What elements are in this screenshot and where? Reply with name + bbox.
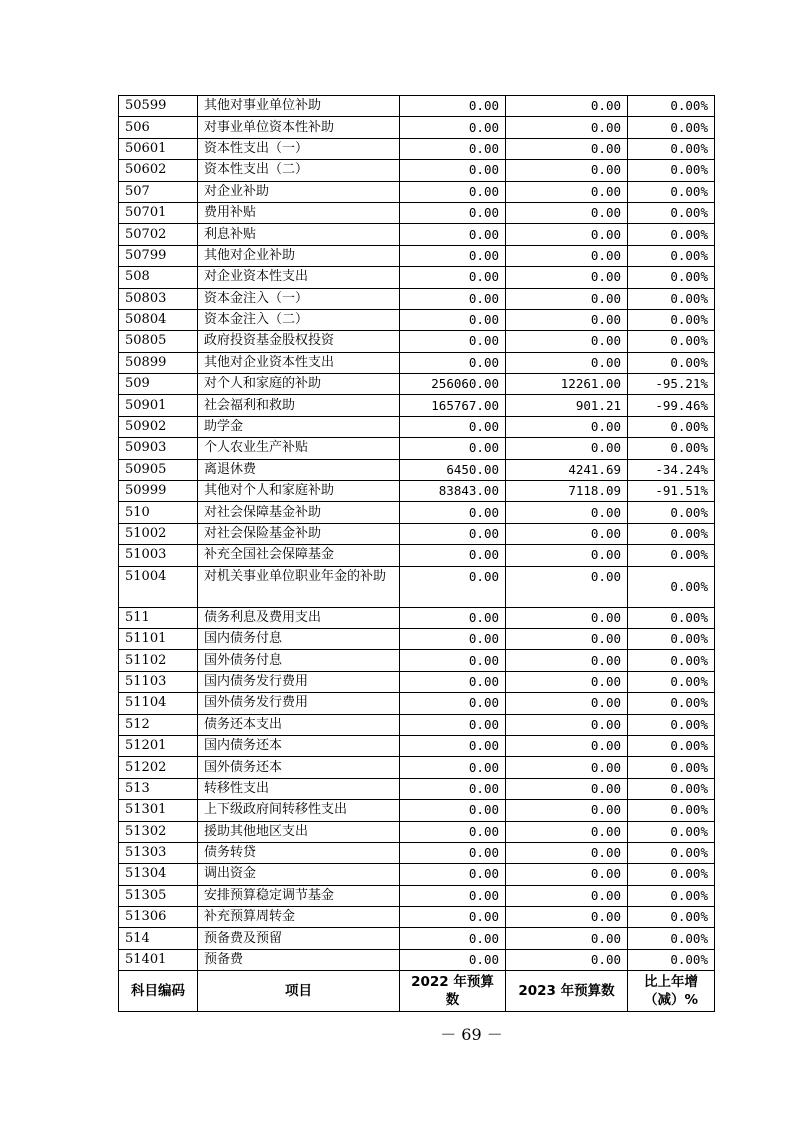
- cell-change: 0.00%: [628, 502, 715, 523]
- cell-2023: 0.00: [506, 928, 628, 949]
- cell-code: 50899: [119, 352, 198, 373]
- table-row: [119, 800, 715, 821]
- cell-2023: 0.00: [506, 714, 628, 735]
- cell-change: 0.00%: [628, 224, 715, 245]
- table-row: [119, 949, 715, 970]
- cell-code: 506: [119, 117, 198, 138]
- cell-name: 国内债务付息: [198, 628, 400, 649]
- cell-name: 费用补贴: [198, 202, 400, 223]
- cell-change: 0.00%: [628, 352, 715, 373]
- cell-name: 对企业资本性支出: [198, 267, 400, 288]
- cell-2022: 0.00: [400, 714, 506, 735]
- cell-2022: 0.00: [400, 628, 506, 649]
- cell-2023: 0.00: [506, 288, 628, 309]
- cell-2022: 0.00: [400, 438, 506, 459]
- cell-code: 51202: [119, 757, 198, 778]
- cell-name: 上下级政府间转移性支出: [198, 800, 400, 821]
- cell-2023: 901.21: [506, 395, 628, 416]
- cell-2022: 256060.00: [400, 374, 506, 395]
- cell-code: 50701: [119, 202, 198, 223]
- cell-name: 预备费: [198, 949, 400, 970]
- cell-code: 51306: [119, 907, 198, 928]
- cell-change: 0.00%: [628, 438, 715, 459]
- cell-change: 0.00%: [628, 288, 715, 309]
- cell-2022: 0.00: [400, 885, 506, 906]
- cell-change: 0.00%: [628, 885, 715, 906]
- cell-2023: 0.00: [506, 202, 628, 223]
- cell-2023: 0.00: [506, 96, 628, 117]
- table-row: [119, 331, 715, 352]
- cell-2023: 0.00: [506, 757, 628, 778]
- cell-change: 0.00%: [628, 842, 715, 863]
- table-row: [119, 628, 715, 649]
- cell-2023: 0.00: [506, 267, 628, 288]
- cell-2023: 0.00: [506, 416, 628, 437]
- cell-2022: 0.00: [400, 607, 506, 628]
- table-row: [119, 757, 715, 778]
- cell-name: 安排预算稳定调节基金: [198, 885, 400, 906]
- cell-change: 0.00%: [628, 202, 715, 223]
- cell-2022: 165767.00: [400, 395, 506, 416]
- cell-code: 50804: [119, 309, 198, 330]
- table-row: [119, 202, 715, 223]
- cell-name: 对事业单位资本性补助: [198, 117, 400, 138]
- cell-name: 转移性支出: [198, 778, 400, 799]
- table-row: [119, 650, 715, 671]
- cell-code: 50902: [119, 416, 198, 437]
- cell-name: 对机关事业单位职业年金的补助: [198, 566, 400, 607]
- cell-name: 补充全国社会保障基金: [198, 545, 400, 566]
- table-row: [119, 821, 715, 842]
- cell-2022: 0.00: [400, 245, 506, 266]
- cell-2022: 0.00: [400, 224, 506, 245]
- cell-2023: 12261.00: [506, 374, 628, 395]
- cell-name: 债务转贷: [198, 842, 400, 863]
- cell-2023: 0.00: [506, 842, 628, 863]
- cell-change: 0.00%: [628, 628, 715, 649]
- cell-name: 对企业补助: [198, 181, 400, 202]
- cell-2022: 0.00: [400, 949, 506, 970]
- cell-code: 50601: [119, 138, 198, 159]
- cell-2022: 0.00: [400, 416, 506, 437]
- cell-code: 51103: [119, 671, 198, 692]
- cell-2023: 0.00: [506, 331, 628, 352]
- cell-name: 补充预算周转金: [198, 907, 400, 928]
- table-row: [119, 481, 715, 502]
- table-row: [119, 566, 715, 607]
- cell-2023: 0.00: [506, 523, 628, 544]
- cell-change: 0.00%: [628, 138, 715, 159]
- table-row: [119, 96, 715, 117]
- cell-2022: 0.00: [400, 138, 506, 159]
- cell-code: 513: [119, 778, 198, 799]
- cell-name: 社会福利和救助: [198, 395, 400, 416]
- cell-code: 51201: [119, 735, 198, 756]
- header-name: 项目: [198, 971, 400, 1012]
- cell-2023: 0.00: [506, 671, 628, 692]
- cell-code: 51302: [119, 821, 198, 842]
- cell-code: 514: [119, 928, 198, 949]
- cell-name: 其他对个人和家庭补助: [198, 481, 400, 502]
- header-2022: 2022 年预算数: [400, 971, 506, 1012]
- cell-change: 0.00%: [628, 949, 715, 970]
- cell-2023: 0.00: [506, 438, 628, 459]
- cell-code: 51104: [119, 693, 198, 714]
- cell-code: 51305: [119, 885, 198, 906]
- cell-2022: 0.00: [400, 650, 506, 671]
- cell-code: 509: [119, 374, 198, 395]
- cell-change: 0.00%: [628, 693, 715, 714]
- cell-2022: 0.00: [400, 907, 506, 928]
- table-header-row: [119, 971, 715, 1012]
- cell-2022: 83843.00: [400, 481, 506, 502]
- table-row: [119, 416, 715, 437]
- page-number: － 69 －: [440, 1025, 503, 1044]
- cell-2022: 0.00: [400, 160, 506, 181]
- cell-code: 51002: [119, 523, 198, 544]
- cell-2023: 0.00: [506, 800, 628, 821]
- table-row: [119, 438, 715, 459]
- cell-2022: 0.00: [400, 735, 506, 756]
- cell-2022: 0.00: [400, 267, 506, 288]
- table-row: [119, 502, 715, 523]
- cell-2023: 7118.09: [506, 481, 628, 502]
- cell-code: 51401: [119, 949, 198, 970]
- cell-2023: 0.00: [506, 628, 628, 649]
- cell-change: 0.00%: [628, 416, 715, 437]
- table-row: [119, 395, 715, 416]
- table-row: [119, 545, 715, 566]
- budget-table: [118, 95, 715, 1012]
- table-row: [119, 138, 715, 159]
- cell-2023: 0.00: [506, 693, 628, 714]
- cell-change: 0.00%: [628, 671, 715, 692]
- cell-name: 其他对企业资本性支出: [198, 352, 400, 373]
- table-row: [119, 459, 715, 480]
- cell-name: 对个人和家庭的补助: [198, 374, 400, 395]
- cell-2022: 0.00: [400, 523, 506, 544]
- table-row: [119, 885, 715, 906]
- table-row: [119, 714, 715, 735]
- cell-name: 政府投资基金股权投资: [198, 331, 400, 352]
- cell-change: 0.00%: [628, 267, 715, 288]
- cell-2023: 0.00: [506, 224, 628, 245]
- cell-2022: 0.00: [400, 928, 506, 949]
- cell-code: 507: [119, 181, 198, 202]
- cell-code: 51003: [119, 545, 198, 566]
- cell-change: 0.00%: [628, 778, 715, 799]
- cell-code: 50799: [119, 245, 198, 266]
- cell-2023: 0.00: [506, 907, 628, 928]
- cell-change: 0.00%: [628, 117, 715, 138]
- cell-2023: 0.00: [506, 138, 628, 159]
- cell-name: 援助其他地区支出: [198, 821, 400, 842]
- cell-code: 50803: [119, 288, 198, 309]
- cell-name: 对社会保险基金补助: [198, 523, 400, 544]
- cell-2023: 0.00: [506, 117, 628, 138]
- table-row: [119, 117, 715, 138]
- cell-name: 其他对事业单位补助: [198, 96, 400, 117]
- cell-name: 资本性支出（二）: [198, 160, 400, 181]
- cell-change: -95.21%: [628, 374, 715, 395]
- cell-change: -99.46%: [628, 395, 715, 416]
- cell-2023: 0.00: [506, 778, 628, 799]
- cell-2022: 0.00: [400, 671, 506, 692]
- table-row: [119, 864, 715, 885]
- cell-2022: 0.00: [400, 331, 506, 352]
- cell-2022: 0.00: [400, 96, 506, 117]
- cell-code: 510: [119, 502, 198, 523]
- cell-2023: 0.00: [506, 502, 628, 523]
- cell-change: -91.51%: [628, 481, 715, 502]
- cell-2023: 4241.69: [506, 459, 628, 480]
- cell-code: 51303: [119, 842, 198, 863]
- table-row: [119, 160, 715, 181]
- cell-2023: 0.00: [506, 566, 628, 607]
- cell-name: 其他对企业补助: [198, 245, 400, 266]
- cell-2023: 0.00: [506, 864, 628, 885]
- header-2023: 2023 年预算数: [506, 971, 628, 1012]
- table-row: [119, 735, 715, 756]
- cell-name: 离退休费: [198, 459, 400, 480]
- table-row: [119, 693, 715, 714]
- cell-2023: 0.00: [506, 309, 628, 330]
- cell-name: 资本金注入（二）: [198, 309, 400, 330]
- cell-code: 50905: [119, 459, 198, 480]
- cell-2022: 0.00: [400, 800, 506, 821]
- header-code: 科目编码: [119, 971, 198, 1012]
- cell-code: 50903: [119, 438, 198, 459]
- table-row: [119, 778, 715, 799]
- cell-2022: 0.00: [400, 181, 506, 202]
- cell-2022: 0.00: [400, 309, 506, 330]
- cell-2022: 0.00: [400, 693, 506, 714]
- cell-change: 0.00%: [628, 523, 715, 544]
- table-body: [119, 96, 715, 971]
- cell-change: 0.00%: [628, 714, 715, 735]
- cell-code: 51101: [119, 628, 198, 649]
- cell-2023: 0.00: [506, 949, 628, 970]
- cell-change: 0.00%: [628, 309, 715, 330]
- cell-code: 50702: [119, 224, 198, 245]
- table-row: [119, 523, 715, 544]
- cell-code: 50901: [119, 395, 198, 416]
- cell-2022: 0.00: [400, 288, 506, 309]
- cell-change: 0.00%: [628, 864, 715, 885]
- cell-2022: 0.00: [400, 202, 506, 223]
- cell-2022: 0.00: [400, 117, 506, 138]
- cell-2023: 0.00: [506, 160, 628, 181]
- cell-2023: 0.00: [506, 885, 628, 906]
- cell-change: 0.00%: [628, 607, 715, 628]
- cell-name: 国外债务还本: [198, 757, 400, 778]
- cell-2023: 0.00: [506, 607, 628, 628]
- cell-change: 0.00%: [628, 566, 715, 607]
- table-row: [119, 309, 715, 330]
- cell-name: 个人农业生产补贴: [198, 438, 400, 459]
- table-row: [119, 352, 715, 373]
- table-row: [119, 181, 715, 202]
- cell-code: 50599: [119, 96, 198, 117]
- cell-change: -34.24%: [628, 459, 715, 480]
- cell-change: 0.00%: [628, 245, 715, 266]
- cell-change: 0.00%: [628, 757, 715, 778]
- cell-code: 508: [119, 267, 198, 288]
- cell-code: 50602: [119, 160, 198, 181]
- cell-name: 债务利息及费用支出: [198, 607, 400, 628]
- cell-change: 0.00%: [628, 181, 715, 202]
- table-row: [119, 374, 715, 395]
- cell-code: 512: [119, 714, 198, 735]
- cell-2022: 0.00: [400, 864, 506, 885]
- table-row: [119, 907, 715, 928]
- cell-2023: 0.00: [506, 545, 628, 566]
- cell-code: 51301: [119, 800, 198, 821]
- cell-name: 资本性支出（一）: [198, 138, 400, 159]
- cell-2022: 0.00: [400, 352, 506, 373]
- cell-change: 0.00%: [628, 545, 715, 566]
- cell-2022: 0.00: [400, 821, 506, 842]
- cell-2023: 0.00: [506, 245, 628, 266]
- table-row: [119, 671, 715, 692]
- cell-code: 51102: [119, 650, 198, 671]
- cell-change: 0.00%: [628, 821, 715, 842]
- cell-code: 51304: [119, 864, 198, 885]
- cell-name: 资本金注入（一）: [198, 288, 400, 309]
- cell-change: 0.00%: [628, 907, 715, 928]
- cell-2022: 0.00: [400, 757, 506, 778]
- table-row: [119, 842, 715, 863]
- table-row: [119, 267, 715, 288]
- cell-2022: 0.00: [400, 842, 506, 863]
- header-change: 比上年增（减）%: [628, 971, 715, 1012]
- cell-change: 0.00%: [628, 96, 715, 117]
- cell-change: 0.00%: [628, 160, 715, 181]
- cell-name: 利息补贴: [198, 224, 400, 245]
- cell-2022: 6450.00: [400, 459, 506, 480]
- cell-code: 511: [119, 607, 198, 628]
- cell-code: 51004: [119, 566, 198, 607]
- cell-name: 预备费及预留: [198, 928, 400, 949]
- cell-name: 国外债务发行费用: [198, 693, 400, 714]
- cell-name: 对社会保障基金补助: [198, 502, 400, 523]
- cell-2022: 0.00: [400, 545, 506, 566]
- cell-name: 调出资金: [198, 864, 400, 885]
- cell-change: 0.00%: [628, 800, 715, 821]
- cell-2022: 0.00: [400, 566, 506, 607]
- cell-change: 0.00%: [628, 331, 715, 352]
- cell-code: 50999: [119, 481, 198, 502]
- cell-2023: 0.00: [506, 181, 628, 202]
- cell-2023: 0.00: [506, 735, 628, 756]
- cell-change: 0.00%: [628, 928, 715, 949]
- cell-2023: 0.00: [506, 821, 628, 842]
- cell-2022: 0.00: [400, 778, 506, 799]
- table-row: [119, 245, 715, 266]
- cell-name: 债务还本支出: [198, 714, 400, 735]
- cell-2023: 0.00: [506, 352, 628, 373]
- cell-name: 国内债务发行费用: [198, 671, 400, 692]
- table-row: [119, 928, 715, 949]
- cell-name: 助学金: [198, 416, 400, 437]
- cell-code: 50805: [119, 331, 198, 352]
- cell-name: 国外债务付息: [198, 650, 400, 671]
- cell-name: 国内债务还本: [198, 735, 400, 756]
- cell-2022: 0.00: [400, 502, 506, 523]
- table-row: [119, 224, 715, 245]
- cell-change: 0.00%: [628, 735, 715, 756]
- table-row: [119, 607, 715, 628]
- cell-change: 0.00%: [628, 650, 715, 671]
- table-row: [119, 288, 715, 309]
- cell-2023: 0.00: [506, 650, 628, 671]
